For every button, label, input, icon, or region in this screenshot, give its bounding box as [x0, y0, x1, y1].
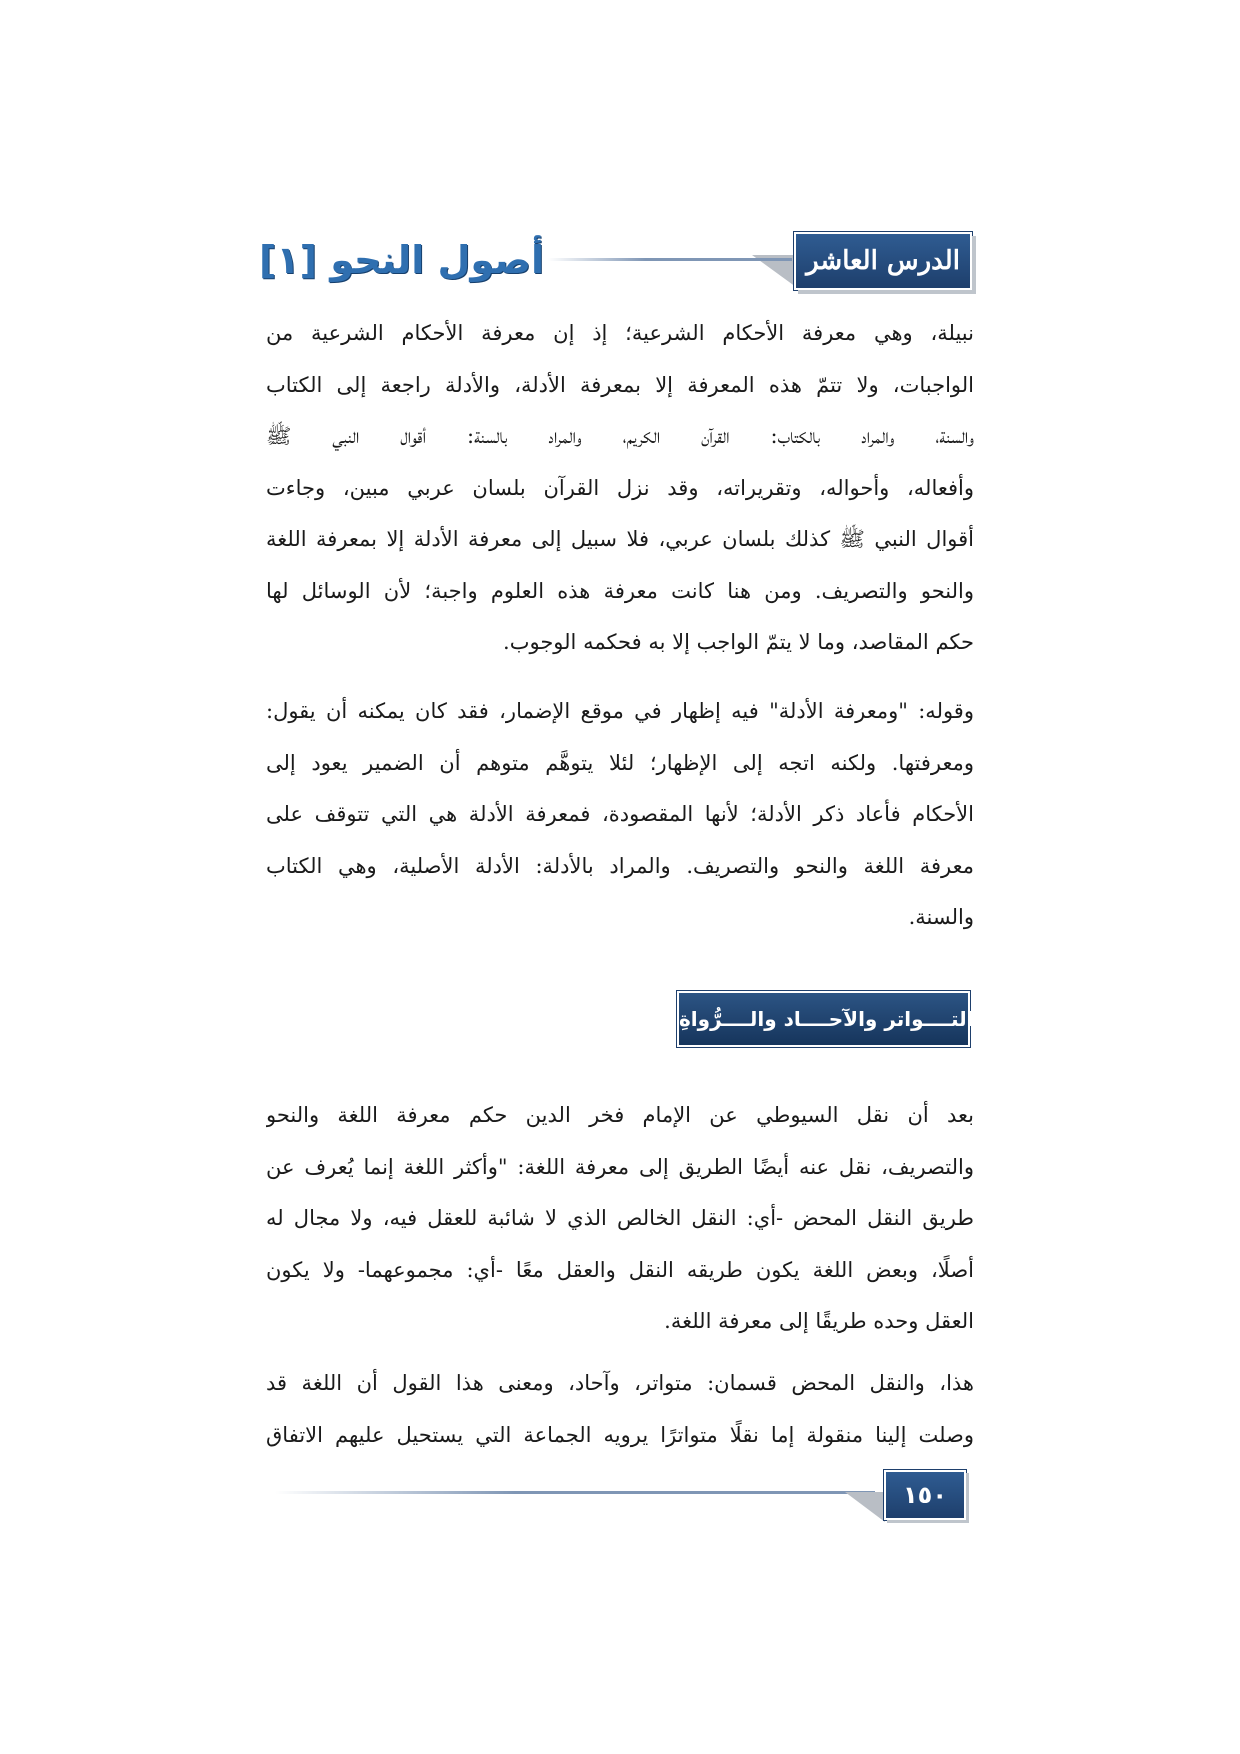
paragraph-2: [266, 686, 974, 944]
text-line: أصلًا، وبعض اللغة يكون طريقه النقل والعقل معًا -أي: مجموعهما- ولا يكون: [266, 1257, 974, 1282]
header-divider: [548, 258, 792, 261]
text-line: أقوال النبي ﷺ كذلك بلسان عربي، فلا سبيل إلى معرفة الأدلة إلا بمعرفة اللغة: [266, 527, 974, 551]
text-line: والسنة، والمراد بالكتاب: القرآن الكريم، والمراد بالسنة: أقوال النبي ﷺ: [266, 424, 974, 448]
chapter-title: أصول النحو [١]: [259, 238, 544, 282]
page-number-shadow: [845, 1492, 885, 1522]
text-line: هذا، والنقل المحض قسمان: متواتر، وآحاد، ومعنى هذا القول أن اللغة قد: [266, 1371, 974, 1395]
text-line: العقل وحده طريقًا إلى معرفة اللغة.: [664, 1309, 974, 1333]
paragraph-1: [266, 308, 974, 669]
text-line: الواجبات، ولا تتمّ هذه المعرفة إلا بمعرفة الأدلة، والأدلة راجعة إلى الكتاب: [266, 372, 974, 397]
text-line: والنحو والتصريف. ومن هنا كانت معرفة هذه العلوم واجبة؛ لأن الوسائل لها: [266, 578, 974, 603]
text-line: والسنة.: [908, 905, 974, 929]
text-line: طريق النقل المحض -أي: النقل الخالص الذي لا شائبة للعقل فيه، ولا مجال له: [266, 1206, 974, 1230]
text-line: بعد أن نقل السيوطي عن الإمام فخر الدين حكم معرفة اللغة والنحو: [266, 1103, 974, 1127]
lesson-label-badge: الدرس العاشر: [794, 232, 972, 290]
text-line: وصلت إلينا منقولة إما نقلًا متواترًا يرويه الجماعة التي يستحيل عليهم الاتفاق: [266, 1422, 974, 1447]
text-line: معرفة اللغة والنحو والتصريف. والمراد بالأدلة: الأدلة الأصلية، وهي الكتاب: [266, 853, 974, 878]
paragraph-3: [266, 1090, 974, 1348]
section-heading: التــــواتر والآحــــاد والــــرُّواةِ: [677, 991, 970, 1047]
footer-divider: [275, 1491, 875, 1494]
page-number-badge: ١٥٠: [884, 1470, 966, 1520]
text-line: وأفعاله، وأحواله، وتقريراته، وقد نزل القرآن بلسان عربي مبين، وجاءت: [266, 475, 974, 500]
text-line: الأحكام فأعاد ذكر الأدلة؛ لأنها المقصودة، فمعرفة الأدلة هي التي تتوقف على: [266, 802, 974, 826]
text-line: حكم المقاصد، وما لا يتمّ الواجب إلا به فحكمه الوجوب.: [503, 630, 974, 654]
text-line: نبيلة، وهي معرفة الأحكام الشرعية؛ إذ إن معرفة الأحكام الشرعية من: [266, 321, 974, 345]
text-line: ومعرفتها. ولكنه اتجه إلى الإظهار؛ لئلا يتوهَّم متوهم أن الضمير يعود إلى: [266, 750, 974, 775]
text-line: وقوله: "ومعرفة الأدلة" فيه إظهار في موقع الإضمار، فقد كان يمكنه أن يقول:: [266, 699, 974, 723]
paragraph-4: [266, 1358, 974, 1461]
text-line: والتصريف، نقل عنه أيضًا الطريق إلى معرفة اللغة: "وأكثر اللغة إنما يُعرف عن: [266, 1154, 974, 1179]
